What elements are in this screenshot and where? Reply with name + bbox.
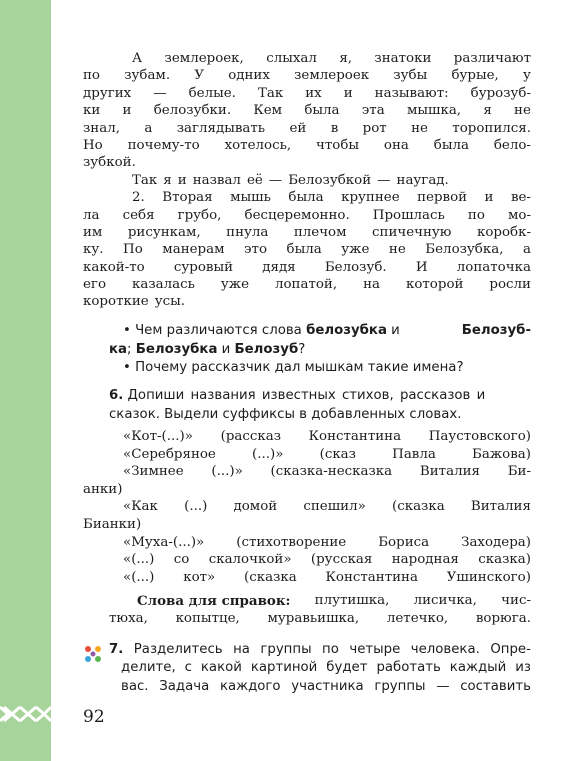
story-word: росли (489, 277, 531, 293)
story-word: Прошлась (372, 207, 445, 223)
story-line (83, 120, 531, 137)
help-word: летечко, (386, 611, 449, 626)
story-word: ки (83, 103, 101, 119)
story-word: ей (289, 120, 307, 136)
story-word: И (415, 259, 428, 275)
story-line (83, 67, 531, 84)
task-6-item (83, 481, 531, 499)
story-word: первой (417, 190, 468, 206)
story-word: зубкой. (83, 155, 136, 171)
story-word: чтобы (316, 137, 360, 153)
story-word: землероек (294, 68, 370, 84)
story-word: Так (132, 172, 158, 188)
story-word: белые. (188, 85, 236, 101)
story-word: Белозуб. (324, 259, 387, 275)
task-6-word: скалочкой» (208, 552, 292, 568)
story-line (83, 207, 531, 224)
story-word: я (163, 172, 172, 188)
task-7-word: Разделитесь (133, 642, 223, 657)
task-6-line-1: 6. Допиши названия известных стихов, рассказов и (109, 388, 486, 403)
story-word: наугад. (396, 172, 449, 188)
question-1: • Чем различаются слова белозубка и Белозуб- (123, 323, 531, 338)
task-6-item (109, 498, 531, 516)
task-6-word: Константина (325, 569, 418, 585)
story-word: рот (362, 120, 387, 136)
story-word: бурые, (451, 68, 499, 84)
story-word: уже (341, 242, 370, 258)
task-6-item (109, 463, 531, 481)
story-word: была (433, 137, 469, 153)
task-7-word: картиной (250, 660, 318, 676)
task-6-word: Виталия (419, 464, 480, 480)
story-line (83, 154, 531, 171)
story-line (83, 276, 531, 293)
task-7-word: каждого (219, 678, 281, 694)
story-word: манерам (162, 242, 225, 258)
task-6-word: Заходера) (461, 534, 531, 550)
story-word: У (194, 68, 204, 84)
task-6-line-2: сказок. Выдели суффиксы в добавленных словах. (109, 406, 462, 422)
story-word: я, (339, 51, 353, 66)
story-word: Но (83, 137, 103, 153)
task-6-item (109, 534, 531, 552)
story-word: рисункам, (127, 224, 201, 240)
task-6-word: (...)» (252, 446, 284, 462)
story-line (83, 241, 531, 258)
task-7-word: каждый (449, 660, 507, 676)
task-7 (109, 641, 531, 696)
help-words (109, 592, 531, 628)
story-word: бурозуб- (470, 85, 531, 101)
story-word: эта (361, 103, 385, 119)
task-6 (109, 387, 531, 424)
story-word: в (330, 120, 339, 136)
task-6-item (109, 551, 531, 569)
story-word: мышка, (406, 103, 462, 119)
story-word: различают (453, 51, 531, 66)
story-word: усы. (154, 294, 185, 310)
task-6-word: (русская (310, 552, 373, 568)
task-6-item (109, 569, 531, 587)
story-word: была (288, 190, 324, 206)
task-6-items (83, 428, 531, 586)
story-word: зубам. (124, 68, 171, 84)
story-word: была (304, 103, 340, 119)
story-word: землероек, (164, 51, 244, 66)
story-line (83, 85, 531, 102)
task-6-word: (сказка (391, 499, 445, 515)
help-word: тюха, (109, 611, 148, 626)
story-word: я (483, 103, 492, 119)
task-6-word: домой (233, 499, 278, 515)
task-6-word: (сказка (244, 569, 297, 585)
help-word: плутишка, (314, 593, 390, 608)
story-word: его (83, 277, 107, 293)
help-line-2 (109, 610, 531, 628)
story-word: не (514, 103, 531, 119)
story-word: и (343, 85, 353, 101)
story-line (109, 172, 531, 189)
story-word: какой-то (83, 259, 145, 275)
story-word: дядя (262, 259, 296, 275)
help-word: ворюга. (475, 611, 531, 626)
story-word: по (83, 68, 100, 84)
task-7-word: будет (326, 660, 368, 676)
story-word: торопился. (452, 120, 531, 136)
story-word: которой (405, 277, 464, 293)
story-line (109, 50, 531, 67)
story-line (83, 224, 531, 241)
story-word: назвал (192, 172, 241, 188)
story-word: на (363, 277, 380, 293)
story-word: мо- (507, 207, 531, 223)
story-word: коробк- (476, 224, 531, 240)
story-word: их (305, 85, 322, 101)
story-word: а (144, 120, 153, 136)
task-6-word: (сказ (319, 446, 356, 462)
story-line (83, 137, 531, 154)
task-7-word: Задача (159, 678, 210, 694)
page-number: 92 (83, 707, 105, 727)
task-7-word: делите, (121, 660, 176, 676)
task-6-word: Константина (308, 429, 402, 444)
question-2: • Почему рассказчик дал мышкам такие имена? (123, 360, 464, 375)
task-6-word: (рассказ (220, 429, 282, 444)
story-word: спичечную (372, 224, 452, 240)
task-7-line-2 (109, 659, 531, 677)
task-6-word: Павла (392, 446, 436, 462)
help-word: муравьишка, (267, 611, 360, 626)
help-word: копытце, (175, 611, 240, 626)
task-7-word: группы (374, 678, 426, 694)
story-word: лопатой, (274, 277, 338, 293)
help-word: лисичка, (413, 593, 477, 608)
task-6-word: Бианки) (83, 516, 142, 532)
task-7-word: с (184, 660, 192, 676)
story-word: уже (220, 277, 249, 293)
story-word: А (132, 51, 143, 66)
task-7-word: человека. (410, 642, 480, 657)
task-6-word: народная (391, 552, 459, 568)
story-word: крупнее (341, 190, 400, 206)
task-7-word: вас. (121, 678, 149, 694)
task-7-word: на (233, 642, 250, 657)
question-1-continued: ка; Белозубка и Белозуб? (109, 341, 306, 357)
story-word: это (244, 242, 268, 258)
task-6-word: «(...) (123, 552, 155, 568)
task-6-word: Паустовского) (428, 429, 531, 444)
story-word: была (286, 242, 322, 258)
task-6-word: «Муха-(...)» (123, 534, 205, 550)
story-word: бесцеремонно. (244, 207, 350, 223)
task-6-word: (сказка-несказка (270, 464, 393, 480)
story-word: Кем (253, 103, 283, 119)
story-word: других (83, 85, 132, 101)
task-7-line-3 (109, 678, 531, 696)
story-word: бело- (493, 137, 531, 153)
story-word: ве- (510, 190, 531, 206)
group-work-icon (83, 644, 103, 664)
story-word: пнула (226, 224, 269, 240)
task-7-word: работать (376, 660, 441, 676)
help-word: чис- (501, 593, 531, 608)
margin-sidebar (0, 0, 51, 761)
story-word: мышь (230, 190, 271, 206)
task-6-word: кот» (183, 569, 216, 585)
story-word: не (388, 242, 406, 258)
story-word: суровый (173, 259, 234, 275)
story-word: По (123, 242, 143, 258)
story-word: грубо, (177, 207, 222, 223)
story-word: у (523, 68, 531, 84)
help-label: Слова для справок: (137, 593, 291, 609)
task-6-word: Бориса (378, 534, 430, 550)
story-word: белозубки. (153, 103, 232, 119)
story-word: её (246, 172, 263, 188)
story-word: плечом (293, 224, 347, 240)
story-word: знал, (83, 120, 120, 136)
story-word: себя (122, 207, 155, 223)
story-text (83, 50, 531, 311)
task-7-number: 7. (109, 642, 124, 657)
story-word: Так (257, 85, 284, 101)
questions-block (109, 322, 531, 378)
task-6-word: со (173, 552, 190, 568)
story-word: и (177, 172, 187, 188)
story-word: и (122, 103, 132, 119)
task-7-word: Опре- (490, 642, 531, 657)
task-6-word: «Серебряное (123, 446, 216, 462)
story-word: зубы (393, 68, 428, 84)
story-word: казалась (131, 277, 195, 293)
task-6-number: 6. (109, 388, 124, 403)
story-line (83, 102, 531, 119)
zigzag-ornament-icon (0, 703, 51, 725)
story-line (109, 189, 531, 206)
story-word: Вторая (162, 190, 213, 206)
story-word: 2. (132, 190, 145, 206)
task-6-word: «Кот-(...)» (123, 429, 193, 444)
task-6-word: (...) (184, 499, 208, 515)
story-line (83, 259, 531, 276)
story-word: и (484, 190, 494, 206)
task-7-word: группы (260, 642, 312, 657)
task-6-item (83, 516, 531, 534)
story-word: заглядывать (176, 120, 266, 136)
task-7-word: четыре (349, 642, 401, 657)
story-word: Белозубкой (288, 172, 372, 188)
story-word: лопаточка (456, 259, 531, 275)
task-7-word: какой (200, 660, 242, 676)
story-word: короткие (83, 294, 149, 310)
story-word: ку. (83, 242, 104, 258)
story-word: им (83, 224, 103, 240)
story-word: — (268, 172, 283, 188)
task-7-line-1 (109, 641, 531, 659)
story-word: хотелось, (224, 137, 292, 153)
story-word: — (377, 172, 391, 188)
task-7-word: участника (291, 678, 364, 694)
task-6-word: (...)» (211, 464, 243, 480)
story-word: она (383, 137, 409, 153)
story-word: Белозубка, (425, 242, 504, 258)
story-word: почему-то (127, 137, 200, 153)
task-7-word: по (322, 642, 339, 657)
task-6-word: Ушинского) (446, 569, 531, 585)
story-word: знатоки (374, 51, 432, 66)
story-word: — (153, 85, 167, 101)
task-6-word: «Как (123, 499, 158, 515)
task-6-word: Бажова) (472, 446, 531, 462)
task-6-word: «(...) (123, 569, 155, 585)
task-6-item (109, 428, 531, 446)
task-6-word: Виталия (470, 499, 531, 515)
task-6-word: (стихотворение (236, 534, 347, 550)
task-7-word: из (515, 660, 531, 676)
task-6-word: анки) (83, 481, 123, 497)
story-line (83, 293, 531, 310)
task-7-word: — (436, 678, 450, 694)
story-word: ла (83, 207, 100, 223)
task-6-word: спешил» (303, 499, 366, 515)
story-word: слыхал (266, 51, 317, 66)
task-6-item (109, 446, 531, 464)
story-word: одних (228, 68, 270, 84)
story-word: по (467, 207, 485, 223)
story-word: не (411, 120, 428, 136)
task-6-word: Би- (507, 464, 531, 480)
story-word: называют: (374, 85, 449, 101)
help-line-1 (137, 592, 531, 610)
task-6-word: сказка) (478, 552, 531, 568)
story-word: а (523, 242, 531, 258)
task-7-word: составить (460, 678, 531, 694)
task-6-word: «Зимнее (123, 464, 184, 480)
